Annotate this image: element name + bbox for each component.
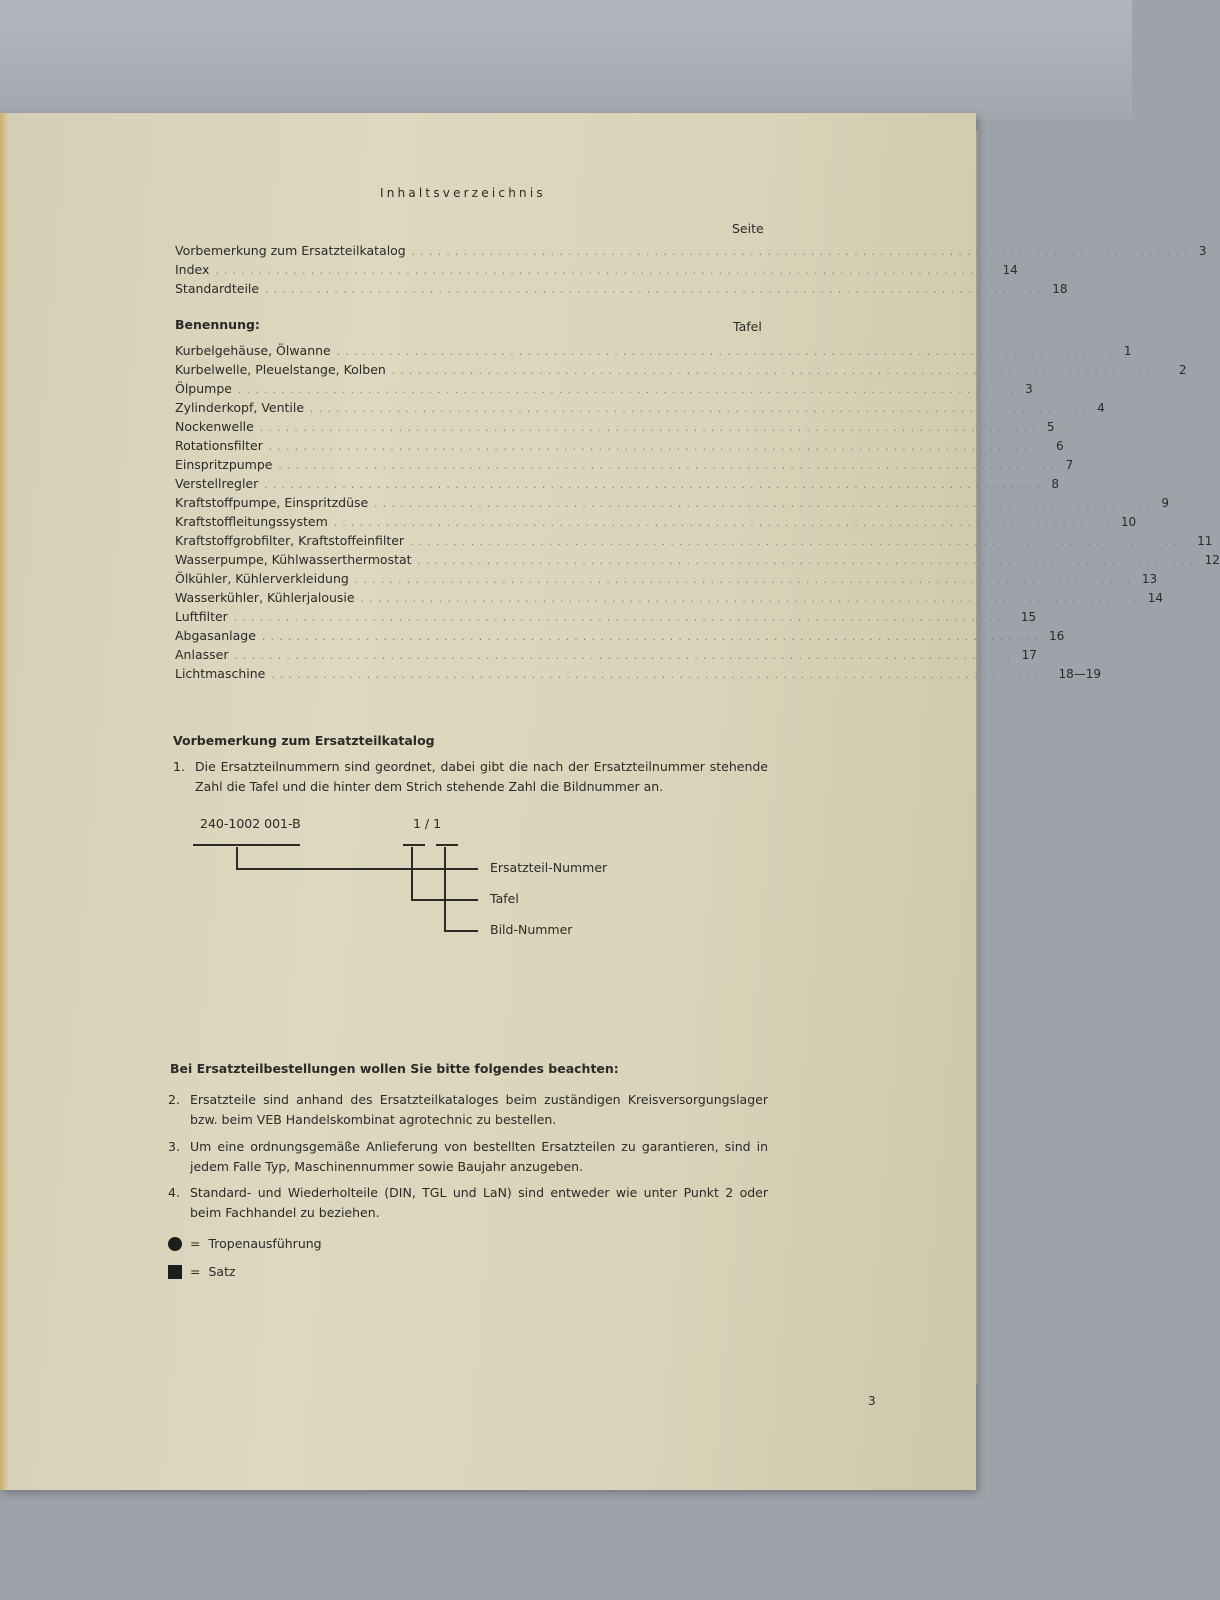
toc-part-entry bbox=[175, 418, 1055, 436]
toc-entry-label: Ölpumpe bbox=[175, 381, 232, 396]
toc-part-entry bbox=[175, 437, 1064, 455]
toc-leader-dots: .......................................................................................... bbox=[354, 575, 1136, 586]
diagram-line bbox=[193, 844, 300, 846]
diagram-label-tafel: Tafel bbox=[490, 891, 519, 906]
background-top bbox=[0, 0, 1132, 120]
preface-heading: Vorbemerkung zum Ersatzteilkatalog bbox=[173, 733, 435, 748]
toc-entry bbox=[175, 261, 1018, 279]
toc-entry-tafel: 18—19 bbox=[1058, 667, 1102, 681]
toc-leader-dots: .......................................................................................... bbox=[237, 385, 1020, 396]
toc-leader-dots: .......................................................................................... bbox=[233, 613, 1015, 624]
legend-set bbox=[168, 1264, 236, 1279]
toc-leader-dots: .......................................................................................... bbox=[417, 556, 1199, 567]
toc-entry bbox=[175, 280, 1068, 298]
toc-entry-tafel: 11 bbox=[1197, 534, 1213, 548]
parts-heading: Benennung: bbox=[175, 317, 260, 332]
legend-label: Satz bbox=[208, 1264, 236, 1279]
diagram-line bbox=[444, 930, 478, 932]
toc-part-entry bbox=[175, 532, 1213, 550]
ordering-item-3 bbox=[168, 1137, 768, 1177]
toc-entry-label: Einspritzpumpe bbox=[175, 457, 273, 472]
toc-leader-dots: .......................................................................................... bbox=[374, 499, 1156, 510]
preface-item-1 bbox=[173, 757, 768, 797]
toc-entry-page: 18 bbox=[1052, 282, 1068, 296]
toc-entry-tafel: 7 bbox=[1065, 458, 1074, 472]
toc-part-entry bbox=[175, 513, 1137, 531]
toc-entry-tafel: 4 bbox=[1097, 401, 1105, 415]
item-number: 3. bbox=[168, 1139, 180, 1154]
toc-entry-label: Anlasser bbox=[175, 647, 229, 662]
diagram-part-number: 240-1002 001-B bbox=[200, 816, 301, 831]
toc-entry bbox=[175, 242, 1207, 260]
legend-tropical bbox=[168, 1236, 322, 1251]
toc-part-entry bbox=[175, 570, 1158, 588]
legend-equals: = bbox=[190, 1264, 201, 1279]
toc-part-entry bbox=[175, 608, 1037, 626]
toc-part-entry bbox=[175, 551, 1220, 569]
toc-part-entry bbox=[175, 456, 1074, 474]
toc-entry-tafel: 8 bbox=[1051, 477, 1059, 491]
toc-leader-dots: .......................................................................................... bbox=[410, 537, 1192, 548]
toc-entry-tafel: 9 bbox=[1161, 496, 1169, 510]
toc-entry-page: 14 bbox=[1002, 263, 1018, 277]
toc-leader-dots: .......................................................................................... bbox=[215, 266, 997, 277]
toc-leader-dots: .......................................................................................... bbox=[261, 632, 1044, 643]
toc-title: Inhaltsverzeichnis bbox=[380, 186, 546, 200]
diagram-label-part-number: Ersatzteil-Nummer bbox=[490, 860, 608, 875]
toc-leader-dots: .......................................................................................... bbox=[391, 366, 1173, 377]
circle-icon bbox=[168, 1237, 182, 1251]
toc-entry-tafel: 17 bbox=[1021, 648, 1037, 662]
toc-part-entry bbox=[175, 399, 1105, 417]
toc-entry-label: Kraftstoffpumpe, Einspritzdüse bbox=[175, 495, 369, 510]
diagram-line bbox=[236, 847, 238, 869]
toc-leader-dots: .......................................................................................... bbox=[333, 518, 1115, 529]
toc-leader-dots: .......................................................................................... bbox=[278, 461, 1060, 472]
toc-entry-label: Ölkühler, Kühlerverkleidung bbox=[175, 571, 349, 586]
diagram-ref: 1 / 1 bbox=[413, 816, 442, 831]
page-column-header: Seite bbox=[732, 221, 764, 236]
toc-entry-label: Abgasanlage bbox=[175, 628, 256, 643]
toc-leader-dots: .......................................................................................... bbox=[411, 247, 1193, 258]
toc-entry-tafel: 12 bbox=[1204, 553, 1220, 567]
toc-entry-label: Luftfilter bbox=[175, 609, 228, 624]
toc-leader-dots: .......................................................................................... bbox=[264, 480, 1046, 491]
ordering-item-2 bbox=[168, 1090, 768, 1130]
tafel-column-header: Tafel bbox=[733, 319, 762, 334]
toc-entry-tafel: 2 bbox=[1178, 363, 1187, 377]
toc-entry-label: Wasserpumpe, Kühlwasserthermostat bbox=[175, 552, 412, 567]
toc-entry-label: Wasserkühler, Kühlerjalousie bbox=[175, 590, 355, 605]
toc-entry-tafel: 15 bbox=[1020, 610, 1037, 624]
toc-part-entry bbox=[175, 494, 1169, 512]
toc-entry-label: Standardteile bbox=[175, 281, 260, 296]
toc-entry-page: 3 bbox=[1198, 244, 1207, 258]
toc-entry-tafel: 5 bbox=[1046, 420, 1055, 434]
diagram-line bbox=[436, 844, 458, 846]
item-text: Die Ersatzteilnummern sind geordnet, dabei gibt die nach der Ersatzteilnummer stehende Zahl die Tafel und die hinter dem Strich stehende Zahl die Bildnummer an. bbox=[195, 759, 768, 794]
toc-entry-label: Kraftstoffleitungssystem bbox=[175, 514, 328, 529]
toc-entry-tafel: 1 bbox=[1123, 344, 1132, 358]
diagram-line bbox=[444, 847, 446, 932]
toc-entry-tafel: 10 bbox=[1120, 515, 1137, 529]
toc-entry-label: Vorbemerkung zum Ersatzteilkatalog bbox=[175, 243, 406, 258]
toc-part-entry bbox=[175, 475, 1059, 493]
toc-entry-label: Kraftstoffgrobfilter, Kraftstoffeinfilter bbox=[175, 533, 405, 548]
toc-entry-label: Verstellregler bbox=[175, 476, 259, 491]
toc-leader-dots: .......................................................................................... bbox=[268, 442, 1050, 453]
square-icon bbox=[168, 1265, 182, 1279]
item-number: 2. bbox=[168, 1092, 180, 1107]
toc-leader-dots: .......................................................................................... bbox=[360, 594, 1142, 605]
toc-leader-dots: .......................................................................................... bbox=[271, 670, 1053, 681]
toc-entry-tafel: 16 bbox=[1049, 629, 1065, 643]
toc-leader-dots: .......................................................................................... bbox=[336, 347, 1118, 358]
toc-part-entry bbox=[175, 589, 1163, 607]
legend-label: Tropenausführung bbox=[208, 1236, 322, 1251]
toc-part-entry bbox=[175, 380, 1033, 398]
ordering-heading: Bei Ersatzteilbestellungen wollen Sie bitte folgendes beachten: bbox=[170, 1061, 619, 1076]
toc-entry-label: Lichtmaschine bbox=[175, 666, 266, 681]
toc-leader-dots: .......................................................................................... bbox=[234, 651, 1016, 662]
toc-entry-label: Kurbelgehäuse, Ölwanne bbox=[175, 343, 331, 358]
item-number: 1. bbox=[173, 759, 185, 774]
ordering-item-4 bbox=[168, 1183, 768, 1223]
item-text: Standard- und Wiederholteile (DIN, TGL und LaN) sind entweder wie unter Punkt 2 oder beim Fachhandel zu beziehen. bbox=[190, 1185, 768, 1220]
toc-entry-label: Rotationsfilter bbox=[175, 438, 263, 453]
toc-leader-dots: .......................................................................................... bbox=[259, 423, 1041, 434]
toc-leader-dots: .......................................................................................... bbox=[310, 404, 1092, 415]
toc-entry-tafel: 3 bbox=[1025, 382, 1033, 396]
item-text: Um eine ordnungsgemäße Anlieferung von bestellten Ersatzteilen zu garantieren, sind in jedem Falle Typ, Maschinennummer sowie Baujahr anzugeben. bbox=[190, 1139, 768, 1174]
toc-part-entry bbox=[175, 627, 1065, 645]
diagram-label-bild: Bild-Nummer bbox=[490, 922, 573, 937]
item-text: Ersatzteile sind anhand des Ersatzteilkataloges beim zuständigen Kreisversorgungslager bzw. beim VEB Handelskombinat agrotechnic zu bestellen. bbox=[190, 1092, 768, 1127]
toc-entry-label: Kurbelwelle, Pleuelstange, Kolben bbox=[175, 362, 386, 377]
legend-equals: = bbox=[190, 1236, 201, 1251]
diagram-line bbox=[403, 844, 425, 846]
toc-entry-label: Index bbox=[175, 262, 210, 277]
diagram-line bbox=[411, 847, 413, 901]
toc-entry-tafel: 13 bbox=[1141, 572, 1158, 586]
toc-part-entry bbox=[175, 342, 1132, 360]
document-page bbox=[0, 113, 1220, 1490]
item-number: 4. bbox=[168, 1185, 180, 1200]
toc-entry-label: Nockenwelle bbox=[175, 419, 254, 434]
toc-part-entry bbox=[175, 646, 1037, 664]
toc-entry-tafel: 6 bbox=[1055, 439, 1064, 453]
toc-part-entry bbox=[175, 665, 1102, 683]
toc-entry-tafel: 14 bbox=[1147, 591, 1163, 605]
toc-leader-dots: .......................................................................................... bbox=[265, 285, 1047, 296]
diagram-line bbox=[236, 868, 478, 870]
page-number: 3 bbox=[868, 1394, 876, 1408]
toc-part-entry bbox=[175, 361, 1187, 379]
toc-entry-label: Zylinderkopf, Ventile bbox=[175, 400, 305, 415]
